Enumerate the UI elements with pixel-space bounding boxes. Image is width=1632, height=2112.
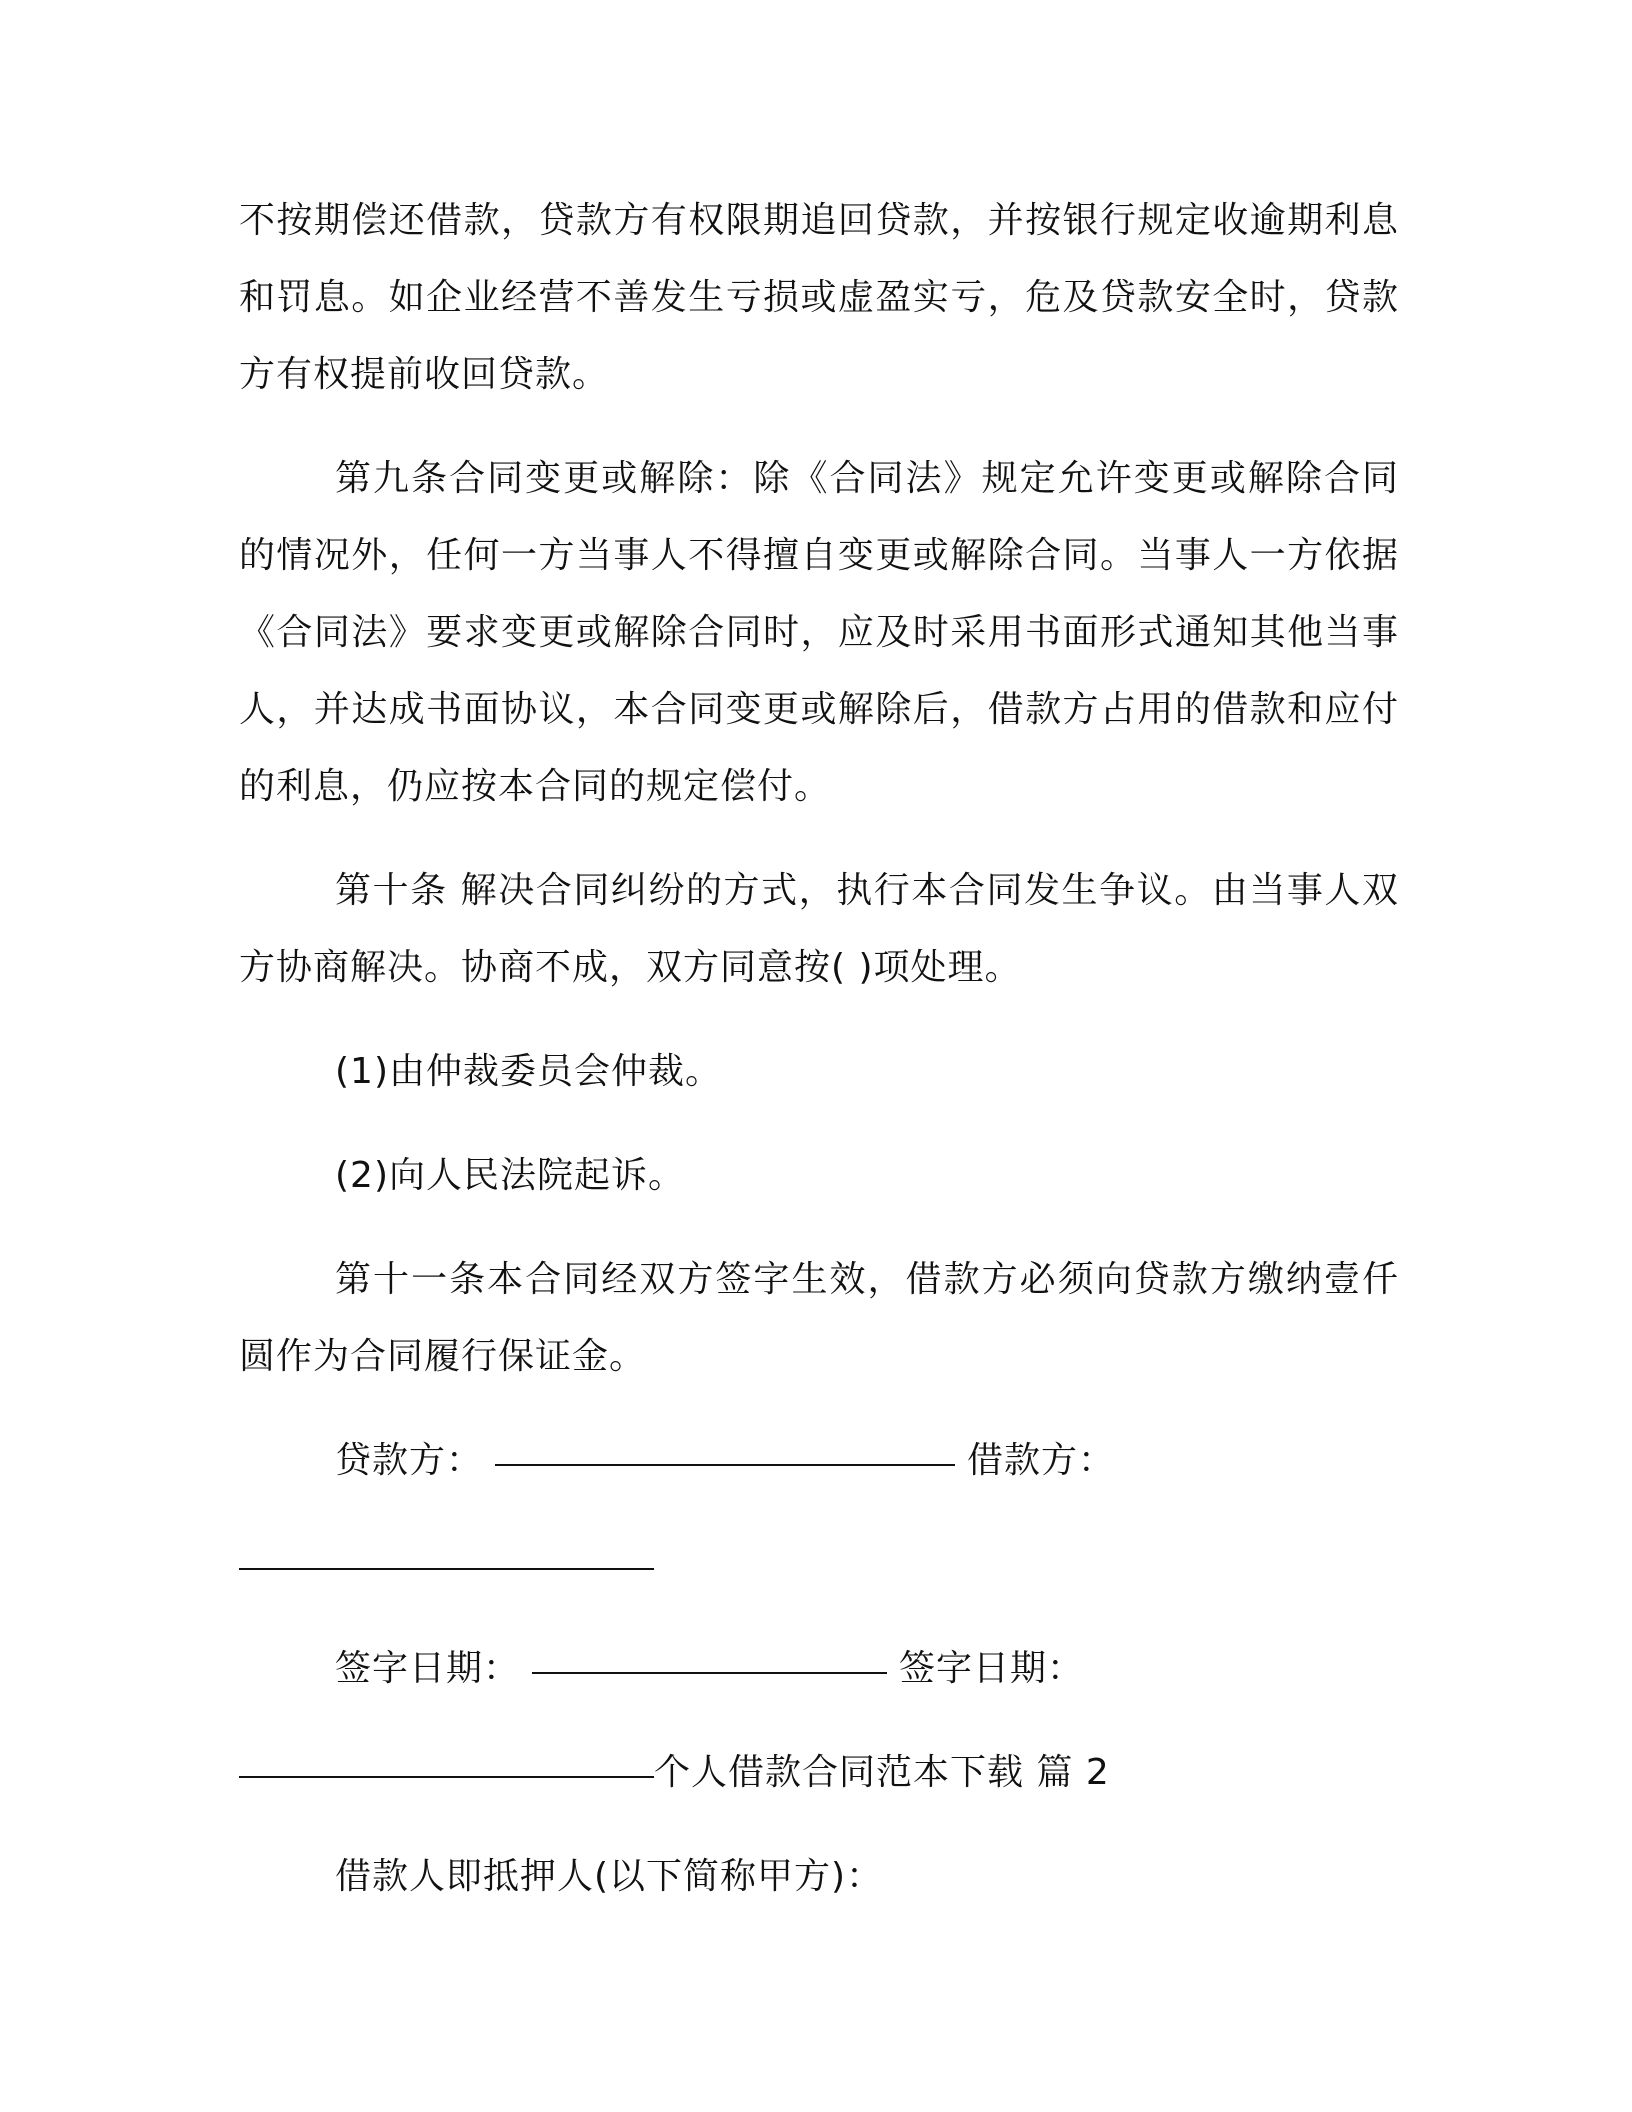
borrower-date-and-next-title-line: [239, 1734, 1399, 1811]
sign-date-label-lender: 签字日期：: [335, 1648, 521, 1689]
lender-label: 贷款方：: [335, 1440, 484, 1481]
borrower-signature-line: [239, 1526, 1399, 1603]
paragraph-article-11: 第十一条本合同经双方签字生效，借款方必须向贷款方缴纳壹仟圆作为合同履行保证金。: [239, 1259, 1399, 1377]
paragraph-overdue-repayment: 不按期偿还借款，贷款方有权限期追回贷款，并按银行规定收逾期利息和罚息。如企业经营不善发生亏损或虚盈实亏，危及贷款安全时，贷款方有权提前收回贷款。: [239, 200, 1399, 395]
borrower-signature-blank: [239, 1528, 654, 1570]
borrower-label: 借款方：: [967, 1440, 1116, 1481]
paragraph-option-arbitration: (1)由仲裁委员会仲裁。: [335, 1051, 722, 1092]
paragraph-article-10: 第十条 解决合同纠纷的方式，执行本合同发生争议。由当事人双方协商解决。协商不成，双方同意按( )项处理。: [239, 870, 1399, 988]
paragraph-article-9: 第九条合同变更或解除：除《合同法》规定允许变更或解除合同的情况外，任何一方当事人不得擅自变更或解除合同。当事人一方依据《合同法》要求变更或解除合同时，应及时采用书面形式通知其他当事人，并达成书面协议，本合同变更或解除后，借款方占用的借款和应付的利息，仍应按本合同的规定偿付。: [239, 458, 1399, 807]
document-body: [239, 182, 1399, 1942]
lender-signature-blank: [495, 1424, 955, 1466]
paragraph-borrower-mortgagor: 借款人即抵押人(以下简称甲方)：: [335, 1856, 884, 1897]
signature-parties-line: [239, 1422, 1399, 1499]
next-section-title: 个人借款合同范本下载 篇 2: [654, 1752, 1110, 1793]
lender-date-blank: [532, 1632, 887, 1674]
paragraph-option-court: (2)向人民法院起诉。: [335, 1155, 685, 1196]
signature-date-line: [239, 1630, 1399, 1707]
borrower-date-blank: [239, 1736, 654, 1778]
sign-date-label-borrower: 签字日期：: [899, 1648, 1085, 1689]
